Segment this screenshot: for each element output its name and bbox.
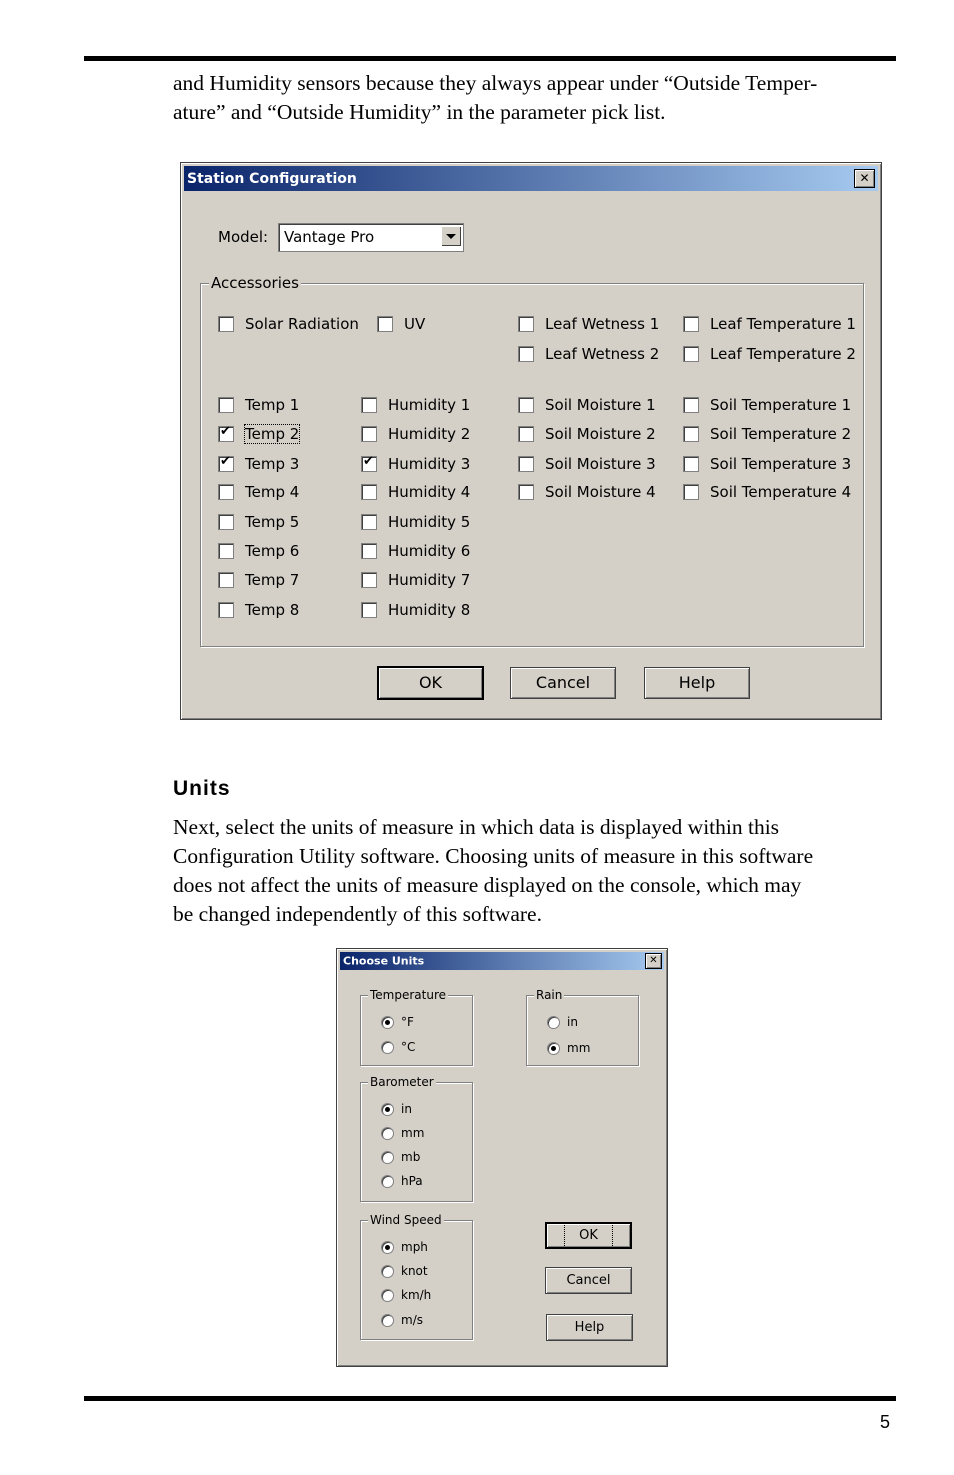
checkbox-label: Humidity 4 (388, 483, 471, 501)
checkbox-box[interactable] (518, 456, 534, 472)
checkbox-label: Soil Temperature 4 (710, 483, 852, 501)
checkbox-box[interactable] (361, 484, 377, 500)
checkbox-hum4[interactable] (361, 483, 470, 501)
checkbox-temp7[interactable] (218, 571, 299, 589)
checkbox-label: Soil Temperature 3 (710, 455, 852, 473)
page-number: 5 (880, 1412, 891, 1432)
checkbox-label: Soil Temperature 1 (710, 396, 852, 414)
model-value: Vantage Pro (284, 228, 375, 246)
radio-label: mm (401, 1126, 425, 1140)
checkbox-label: Leaf Wetness 1 (545, 315, 660, 333)
checkbox-box[interactable] (218, 572, 234, 588)
checkbox-label: Humidity 8 (388, 601, 471, 619)
close-icon: ✕ (859, 171, 870, 185)
units-line: Next, select the units of measure in which data is displayed within this (173, 815, 780, 839)
radio-button[interactable] (381, 1289, 394, 1302)
radio-label: knot (401, 1264, 428, 1278)
checkbox-label: Humidity 2 (388, 425, 471, 443)
checkbox-label: Temp 7 (245, 571, 300, 589)
checkbox-label: Soil Moisture 2 (545, 425, 656, 443)
intro-paragraph (173, 69, 817, 127)
bottom-rule (84, 1396, 896, 1401)
radio-label: in (401, 1102, 412, 1116)
radio-label: mph (401, 1240, 428, 1254)
chevron-down-icon[interactable] (441, 226, 461, 246)
checkbox-label: Temp 5 (245, 513, 300, 531)
radio-label: hPa (401, 1174, 423, 1188)
checkbox-box[interactable] (218, 484, 234, 500)
checkbox-label: Humidity 5 (388, 513, 471, 531)
help-button[interactable] (644, 667, 750, 699)
checkbox-box[interactable] (518, 426, 534, 442)
barometer-legend: Barometer (370, 1075, 434, 1089)
checkbox-label: Temp 8 (245, 601, 300, 619)
checkbox-hum5[interactable] (361, 513, 470, 531)
wind-option-mph[interactable] (381, 1240, 428, 1254)
checkbox-box[interactable] (361, 397, 377, 413)
temperature-legend: Temperature (370, 988, 447, 1002)
checkbox-temp2[interactable] (218, 425, 299, 443)
intro-line: ature” and “Outside Humidity” in the parameter pick list. (173, 100, 666, 124)
checkbox-box[interactable] (218, 316, 234, 332)
checkbox-label: Leaf Wetness 2 (545, 345, 660, 363)
radio-button[interactable] (381, 1103, 394, 1116)
checkbox-label: Solar Radiation (245, 315, 359, 333)
checkbox-soilm2[interactable] (518, 425, 656, 443)
temperature-option-c[interactable] (381, 1040, 415, 1054)
barometer-option-mb[interactable] (381, 1150, 420, 1164)
checkbox-box[interactable] (518, 316, 534, 332)
checkbox-leaf-wet-1[interactable] (518, 315, 659, 333)
rain-option-mm[interactable] (547, 1041, 590, 1055)
checkbox-temp1[interactable] (218, 396, 299, 414)
checkbox-soilm4[interactable] (518, 483, 656, 501)
checkbox-hum8[interactable] (361, 601, 470, 619)
checkmark-icon[interactable] (361, 456, 377, 472)
checkbox-uv[interactable] (377, 315, 425, 333)
checkbox-solar[interactable] (218, 315, 359, 333)
checkbox-temp5[interactable] (218, 513, 299, 531)
checkbox-temp6[interactable] (218, 542, 299, 560)
checkbox-leaf-temp-2[interactable] (683, 345, 856, 363)
checkbox-box[interactable] (218, 514, 234, 530)
rain-legend: Rain (536, 988, 563, 1002)
checkbox-label: Humidity 1 (388, 396, 471, 414)
checkbox-label: Leaf Temperature 1 (710, 315, 856, 333)
checkbox-box[interactable] (218, 397, 234, 413)
radio-button[interactable] (381, 1314, 394, 1327)
checkbox-soilm3[interactable] (518, 455, 656, 473)
checkbox-hum6[interactable] (361, 542, 470, 560)
checkbox-box[interactable] (218, 602, 234, 618)
checkbox-box[interactable] (218, 543, 234, 559)
radio-button[interactable] (381, 1241, 394, 1254)
checkbox-hum1[interactable] (361, 396, 470, 414)
checkbox-soilt1[interactable] (683, 396, 851, 414)
cancel-button[interactable] (545, 1267, 632, 1294)
radio-label: °F (401, 1015, 414, 1029)
checkbox-box[interactable] (683, 426, 699, 442)
radio-button[interactable] (381, 1175, 394, 1188)
wind-option-kmh[interactable] (381, 1288, 431, 1302)
checkbox-leaf-wet-2[interactable] (518, 345, 659, 363)
cancel-button[interactable] (510, 667, 616, 699)
units-heading: Units (173, 777, 231, 800)
ok-button[interactable] (377, 666, 484, 700)
checkbox-temp8[interactable] (218, 601, 299, 619)
radio-button[interactable] (547, 1016, 560, 1029)
checkbox-soilt2[interactable] (683, 425, 851, 443)
checkbox-label: Temp 2 (245, 425, 300, 443)
checkbox-temp3[interactable] (218, 455, 299, 473)
close-icon: ✕ (649, 955, 658, 966)
radio-button[interactable] (381, 1016, 394, 1029)
radio-label: km/h (401, 1288, 432, 1302)
checkbox-label: Temp 6 (245, 542, 300, 560)
checkbox-label: Soil Temperature 2 (710, 425, 852, 443)
radio-button[interactable] (381, 1041, 394, 1054)
checkbox-box[interactable] (361, 572, 377, 588)
station-configuration-dialog (180, 162, 882, 720)
checkbox-label: Humidity 6 (388, 542, 471, 560)
checkbox-hum3[interactable] (361, 455, 470, 473)
units-line: Configuration Utility software. Choosing units of measure in this software (173, 844, 814, 868)
checkmark-icon[interactable] (218, 456, 234, 472)
units-line: does not affect the units of measure displayed on the console, which may (173, 873, 802, 897)
checkbox-hum7[interactable] (361, 571, 470, 589)
radio-button[interactable] (381, 1151, 394, 1164)
ok-label: OK (565, 1224, 612, 1247)
checkbox-box[interactable] (683, 456, 699, 472)
checkbox-label: Leaf Temperature 2 (710, 345, 856, 363)
wind-option-ms[interactable] (381, 1313, 423, 1327)
close-button[interactable] (645, 953, 662, 969)
checkbox-label: Humidity 7 (388, 571, 471, 589)
checkbox-label: Soil Moisture 3 (545, 455, 656, 473)
checkbox-box[interactable] (377, 316, 393, 332)
barometer-option-mm[interactable] (381, 1126, 424, 1140)
title-bar (184, 166, 878, 191)
help-button[interactable] (546, 1314, 633, 1341)
cancel-label: Cancel (535, 673, 591, 692)
checkbox-box[interactable] (361, 514, 377, 530)
radio-button[interactable] (547, 1042, 560, 1055)
checkbox-label: Soil Moisture 1 (545, 396, 656, 414)
radio-button[interactable] (381, 1265, 394, 1278)
title-bar (340, 952, 664, 970)
checkbox-hum2[interactable] (361, 425, 470, 443)
barometer-option-in[interactable] (381, 1102, 412, 1116)
checkbox-box[interactable] (683, 316, 699, 332)
radio-button[interactable] (381, 1127, 394, 1140)
units-paragraph (173, 813, 813, 929)
checkbox-label: Humidity 3 (388, 455, 471, 473)
top-rule (84, 56, 896, 61)
choose-units-dialog (336, 948, 668, 1367)
checkbox-box[interactable] (361, 602, 377, 618)
wind-speed-legend: Wind Speed (370, 1213, 442, 1227)
checkbox-box[interactable] (683, 397, 699, 413)
checkbox-box[interactable] (361, 543, 377, 559)
checkbox-label: Temp 4 (245, 483, 300, 501)
checkbox-box[interactable] (683, 346, 699, 362)
dialog-title: Choose Units (343, 954, 425, 968)
ok-label: OK (418, 673, 443, 692)
checkbox-box[interactable] (361, 426, 377, 442)
model-select[interactable] (278, 223, 464, 252)
temperature-group (360, 995, 473, 1066)
radio-label: in (567, 1015, 578, 1029)
dialog-title: Station Configuration (187, 170, 357, 187)
units-line: be changed independently of this software. (173, 902, 542, 926)
radio-label: mm (567, 1041, 591, 1055)
radio-label: m/s (401, 1313, 423, 1327)
radio-label: °C (401, 1040, 416, 1054)
help-label: Help (574, 1320, 605, 1335)
accessories-legend: Accessories (211, 274, 299, 292)
checkbox-box[interactable] (518, 346, 534, 362)
checkbox-soilt3[interactable] (683, 455, 851, 473)
cancel-label: Cancel (566, 1273, 611, 1288)
checkbox-soilt4[interactable] (683, 483, 851, 501)
help-label: Help (678, 673, 716, 692)
checkbox-box[interactable] (518, 484, 534, 500)
checkbox-soilm1[interactable] (518, 396, 656, 414)
checkmark-icon[interactable] (218, 426, 234, 442)
checkbox-label: Soil Moisture 4 (545, 483, 656, 501)
checkbox-leaf-temp-1[interactable] (683, 315, 856, 333)
checkbox-temp4[interactable] (218, 483, 299, 501)
checkbox-box[interactable] (683, 484, 699, 500)
model-label: Model: (218, 228, 269, 246)
temperature-option-f[interactable] (381, 1015, 414, 1029)
checkbox-label: Temp 1 (245, 396, 300, 414)
radio-label: mb (401, 1150, 421, 1164)
close-button[interactable] (854, 169, 875, 188)
rain-option-in[interactable] (547, 1015, 578, 1029)
intro-line: and Humidity sensors because they always appear under “Outside Temper- (173, 71, 818, 95)
checkbox-label: UV (404, 315, 426, 333)
rain-group (526, 995, 639, 1066)
ok-button[interactable] (545, 1222, 632, 1249)
barometer-option-hpa[interactable] (381, 1174, 423, 1188)
checkbox-label: Temp 3 (245, 455, 300, 473)
wind-option-knot[interactable] (381, 1264, 428, 1278)
checkbox-box[interactable] (518, 397, 534, 413)
